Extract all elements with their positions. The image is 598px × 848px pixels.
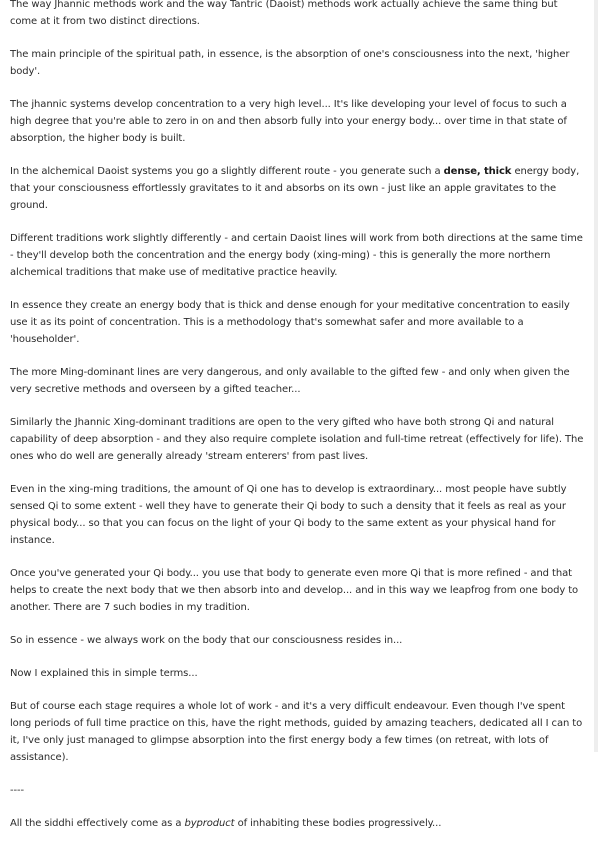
paragraph-6: In essence they create an energy body that is thick and dense enough for your meditative concentration to easily use it as its point of concentration. This is a methodology that's somewhat safer and more available to a 'householder'. [10, 300, 570, 345]
paragraph-4-text-end: energy body, that your consciousness effortlessly gravitates to it and absorbs on its own - just like an apple gravitates to the ground. [10, 166, 580, 211]
paragraph-14-italic-text: byproduct [184, 818, 235, 829]
paragraph-5: Different traditions work slightly differently - and certain Daoist lines will work from both directions at the same time - they'll develop both the concentration and the energy body (xing-ming) - this is generally the more northern alchemical traditions that make use of meditative practice heavily. [10, 233, 583, 278]
paragraph-4-text-start: In the alchemical Daoist systems you go a slightly different route - you generate such a [10, 166, 444, 177]
post-body [10, 0, 584, 848]
paragraph-7: The more Ming-dominant lines are very dangerous, and only available to the gifted few - and only when given the very secretive methods and overseen by a gifted teacher... [10, 367, 570, 395]
scrollbar[interactable] [594, 0, 598, 752]
paragraph-14-text-start: All the siddhi effectively come as a [10, 818, 185, 829]
paragraph-1: The way Jhannic methods work and the way Tantric (Daoist) methods work actually achieve the same thing but come at it from two distinct directions. [10, 0, 558, 27]
paragraph-4 [10, 163, 584, 214]
paragraph-14 [10, 815, 584, 832]
paragraph-12: Now I explained this in simple terms... [10, 668, 198, 679]
paragraph-3: The jhannic systems develop concentration to a very high level... It's like developing your level of focus to such a high degree that you're able to zero in on and then absorb fully into your energy body... over time in that state of absorption, the higher body is built. [10, 99, 567, 144]
paragraph-4-bold-text: dense, thick [443, 166, 512, 177]
paragraph-11: So in essence - we always work on the body that our consciousness resides in... [10, 635, 403, 646]
paragraph-14-text-end: of inhabiting these bodies progressively... [234, 818, 442, 829]
paragraph-8: Similarly the Jhannic Xing-dominant traditions are open to the very gifted who have both strong Qi and natural capability of deep absorption - and they also require complete isolation and full-time retreat (effectively for life). The ones who do well are generally already 'stream enterers' from past lives. [10, 417, 584, 462]
paragraph-10: Once you've generated your Qi body... you use that body to generate even more Qi that is more refined - and that helps to create the next body that we then absorb into and develop... and in this way we leapfrog from one body to another. There are 7 such bodies in my tradition. [10, 568, 579, 613]
separator: ---- [10, 785, 25, 796]
paragraph-13: But of course each stage requires a whole lot of work - and it's a very difficult endeavour. Even though I've spent long periods of full time practice on this, have the right methods, guided by amazing teachers, dedicated all I can to it, I've only just managed to glimpse absorption into the first energy body a few times (on retreat, with lots of assistance). [10, 701, 583, 763]
paragraph-2: The main principle of the spiritual path, in essence, is the absorption of one's consciousness into the next, 'higher body'. [10, 49, 570, 77]
paragraph-9: Even in the xing-ming traditions, the amount of Qi one has to develop is extraordinary... most people have subtly sensed Qi to some extent - well they have to generate their Qi body to such a density that it feels as real as your physical body... so that you can focus on the light of your Qi body to the same extent as your physical hand for instance. [10, 484, 567, 546]
